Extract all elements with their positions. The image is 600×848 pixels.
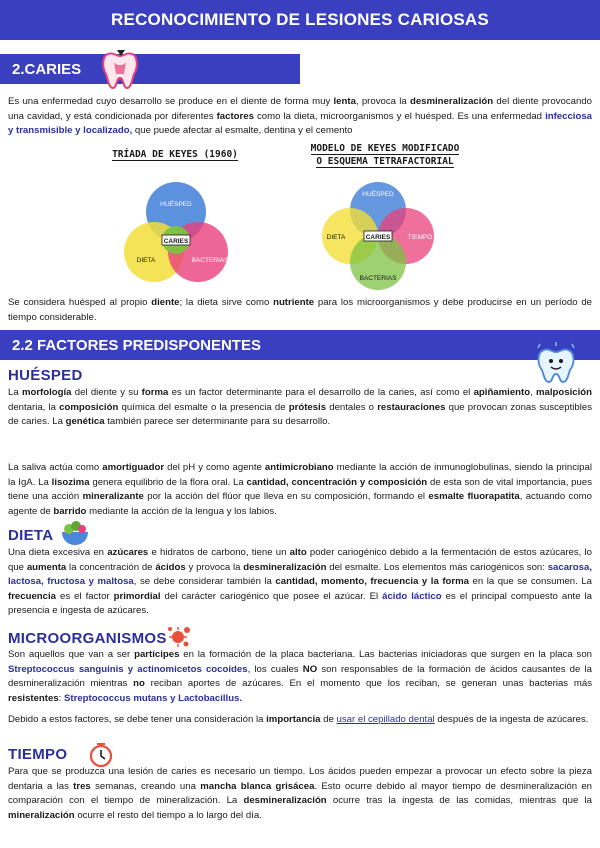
tooth-caries-icon <box>100 48 140 90</box>
caries-outro-paragraph: Se considera huésped al propio diente; la dieta sirve como nutriente para los microorganismos y debe producirse en un período de tiempo considerable. <box>8 297 592 323</box>
section-heading: 2.2 FACTORES PREDISPONENTES <box>12 336 261 354</box>
microorganismos-paragraph: Son aquellos que van a ser partícipes en la formación de la placa bacteriana. Las bacterias iniciadoras que surgen en la placa son Streptococcus sanguinis y actinomicetos cocoides, los cuales NO son responsables de la formación de ácidos causantes de la desmineralización mientras no reciban aportes de azúcares. En el momento que los reciban, se generan unas bacterias más resistentes: Streptococcus mutans y Lactobacillus. <box>8 649 592 704</box>
huesped-paragraph-1: La morfología del diente y su forma es un factor determinante para el desarrollo de la caries, así como el apiñamiento, malposición dentaria, la composición química del esmalte o la presencia de prótesis dentales o restauraciones que provocan zonas susceptibles de caries. La genética también parece ser determinante para su desarrollo. <box>8 387 592 428</box>
venn1-label-right: BACTERIAS <box>191 257 229 264</box>
huesped-paragraph-2: La saliva actúa como amortiguador del pH y como agente antimicrobiano mediante la acción de inmunoglobulinas, siendo la principal la IgA. La lisozima genera equilibrio de la flora oral. La cantidad, concentración y composición de esta son de vital importancia, pues tiene una acción mineralizante por la acción del flúor que lleva en su composición, formando el esmalte fluorapatita, actuando como agente de barrido mediante la acción de la lengua y los labios. <box>8 462 593 517</box>
diagram2-title: MODELO DE KEYES MODIFICADO O ESQUEMA TETRAFACTORIAL <box>310 143 460 167</box>
bacteria-icon <box>166 624 192 650</box>
cepillado-paragraph: Debido a estos factores, se debe tener una consideración la importancia de usar el cepillado dental después de la ingesta de azúcares. <box>8 714 589 725</box>
tiempo-paragraph: Para que se produzca una lesión de caries es necesario un tiempo. Los ácidos pueden empezar a provocar un efecto sobre la pieza dentaria a las tres semanas, creando una mancha blanca grisácea. Esto ocurre debido al mayor tiempo de desmineralización en comparación con el tiempo de mineralización. La desmineralización ocurre tras la ingesta de las comidas, mientras que la mineralización ocurre el resto del tiempo a lo largo del día. <box>8 766 593 821</box>
venn2-label-bottom: BACTERIAS <box>359 275 397 282</box>
venn-diagram-triad <box>118 178 238 296</box>
salad-bowl-icon <box>60 520 90 546</box>
section-heading: 2.CARIES <box>12 60 82 78</box>
venn2-label-left: DIETA <box>326 234 346 241</box>
subheading-huesped: HUÉSPED <box>8 367 83 384</box>
section-header-caries <box>0 54 300 84</box>
page-title: RECONOCIMIENTO DE LESIONES CARIOSAS <box>111 10 489 29</box>
diagram1-title: TRÍADA DE KEYES (1960) <box>112 149 238 160</box>
venn1-label-top: HUÉSPED <box>160 201 192 208</box>
dieta-paragraph: Una dieta excesiva en azúcares e hidratos de carbono, tiene un alto poder cariogénico debido a la fermentación de estos azúcares, lo que aumenta la concentración de ácidos y provoca la desmineralización del esmalte. Los elementos más cariogénicos son: sacarosa, lactosa, fructosa y maltosa, se debe considerar también la cantidad, momento, frecuencia y la forma en la que se consumen. La frecuencia es el factor primordial del carácter cariogénico que posee el azúcar. El ácido láctico es el principal compuesto ante la presencia e ingesta de azúcares. <box>8 547 593 617</box>
subheading-dieta: DIETA <box>8 527 54 544</box>
venn1-label-left: DIETA <box>136 257 156 264</box>
caries-intro-paragraph: Es una enfermedad cuyo desarrollo se produce en el diente de forma muy lenta, provoca la desmineralización del diente provocando una cavidad, y está condicionada por diferentes factores como la dieta, microorganismos y el huésped. Es una enfermedad infecciosa y transmisible y localizado, que puede afectar al esmalte, dentina y el cemento <box>8 96 592 137</box>
venn1-label-center: CARIES <box>163 238 189 245</box>
venn2-label-top: HUÉSPED <box>362 191 394 198</box>
venn2-label-center: CARIES <box>365 234 391 241</box>
subheading-microorganismos: MICROORGANISMOS <box>8 630 167 647</box>
section-header-factores <box>0 330 600 360</box>
title-bar <box>0 0 600 40</box>
venn2-label-right: TIEMPO <box>407 234 433 241</box>
happy-tooth-icon <box>534 344 578 384</box>
subheading-tiempo: TIEMPO <box>8 746 68 763</box>
venn-diagram-tetrafactorial <box>318 176 438 296</box>
